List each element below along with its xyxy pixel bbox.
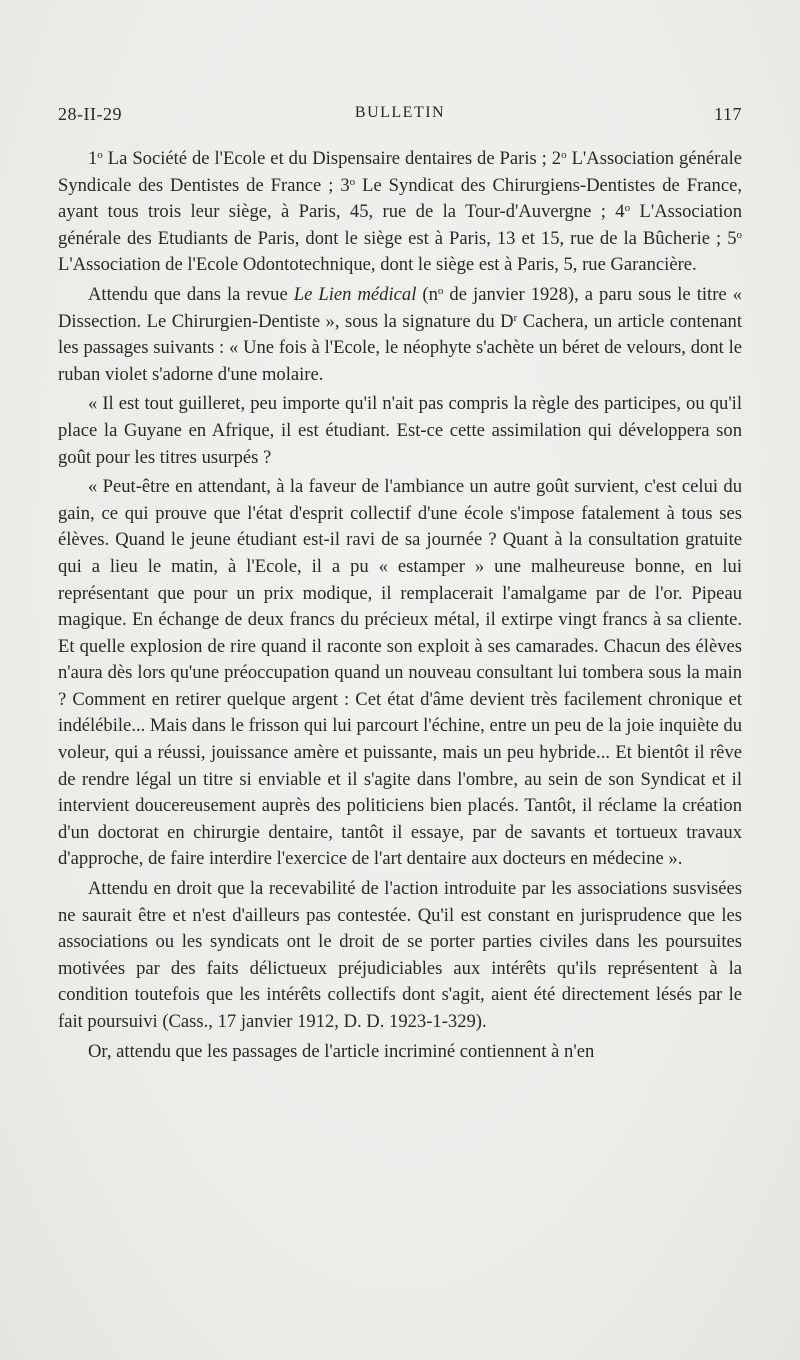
header-title: BULLETIN — [354, 104, 446, 121]
text-segment: 1 — [88, 148, 98, 169]
paragraph-attendu-revue — [58, 282, 742, 388]
text-segment: Cachera, un article contenant les passages suivants : « Une fois à l'Ecole, le néophyte s'achète un béret de velours, dont le ruban violet s'adorne d'une molaire. — [58, 310, 742, 385]
ordinal-superscript: o — [97, 149, 103, 161]
text-segment: « Il est tout guilleret, peu importe qu'il n'ait pas compris la règle des participes, ou qu'il place la Guyane en Afrique, il est étudiant. Est-ce cette assimilation qui développera son goût pour les titres usurpés ? — [58, 393, 742, 468]
text-segment: La Société de l'Ecole et du Dispensaire dentaires de Paris ; 2 — [102, 148, 562, 169]
running-header — [58, 104, 742, 130]
page-number: 117 — [714, 104, 742, 124]
ordinal-superscript: o — [624, 202, 631, 215]
text-segment: (n — [416, 283, 438, 305]
abbreviation-superscript: r — [513, 311, 518, 324]
journal-title: Le Lien médical — [293, 283, 417, 305]
ordinal-superscript: o — [736, 228, 742, 241]
body-text — [58, 146, 742, 1065]
ordinal-superscript: o — [437, 284, 444, 297]
text-segment: Attendu que dans la revue — [88, 283, 294, 305]
text-segment: Or, attendu que les passages de l'article incriminé contiennent à n'en — [88, 1040, 595, 1062]
header-date: 28-II-29 — [58, 104, 122, 124]
text-segment: Attendu en droit que la recevabilité de l'action introduite par les associations susvisées ne saurait être et n'est d'ailleurs pas contestée. Qu'il est constant en jurisprudence que les associations ou les syndicats ont le droit de se porter parties civiles dans les poursuites motivées par des faits délictueux préjudiciables aux intérêts qu'ils représentent à la condition toutefois que les intérêts collectifs dont s'agit, aient été directement lésés par le fait poursuivi (Cass., 17 janvier 1912, D. D. 1923-1-329). — [58, 878, 742, 1032]
paragraph-attendu-droit — [58, 876, 742, 1036]
ordinal-superscript: o — [349, 175, 356, 188]
text-segment: de janvier 1928), a paru sous le titre « Dissection. Le Chirurgien-Dentiste », sous la signature du D — [58, 283, 742, 332]
text-segment: « Peut-être en attendant, à la faveur de l'ambiance un autre goût survient, c'est celui du gain, ce qui prouve que l'état d'esprit collectif d'une école s'impose fatalement à tous ses élèves. Quand le jeune étudiant est-il ravi de sa journée ? Quant à la consultation gratuite qui a lieu le matin, à l'Ecole, il a pu « estamper » une malheureuse bonne, en lui représentant que pour un prix modique, il remplacerait l'amalgame par de l'or. Pipeau magique. En échange de deux francs du précieux métal, il extirpe vingt francs à sa cliente. Et quelle explosion de rire quand il raconte son exploit à ses camarades. Chacun des élèves n'aura dès lors qu'une préoccupation quand un nouveau consultant lui tombera sous la main ? Comment en retirer quelque argent : Cet état d'âme devient très facilement chronique et indélébile... Mais dans le frisson qui lui parcourt l'échine, entre un peu de la joie inquiète du voleur, qui a réussi, jouissance amère et puissante, mais un peu hybride... Et bientôt il rêve de rendre légal un titre si enviable et il s'agite dans l'ombre, au sein de son Syndicat et il intervient doucereusement auprès des politiciens bien placés. Tantôt, il réclame la création d'un doctorat en chirurgie dentaire, tantôt il essaye, par de savants et tortueux travaux d'approche, de faire interdire l'exercice de l'art dentaire aux docteurs en médecine ». — [58, 476, 742, 870]
text-segment: L'Association générale des Etudiants de Paris, dont le siège est à Paris, 13 et 15, rue de la Bûcherie ; 5 — [58, 201, 743, 249]
paragraph-or-attendu — [58, 1039, 742, 1066]
text-segment: L'Association générale Syndicale des Dentistes de France ; 3 — [58, 148, 742, 196]
paragraph-quote-guilleret — [58, 391, 742, 471]
paragraph-parties — [58, 146, 742, 279]
text-segment: Le Syndicat des Chirurgiens-Dentistes de France, ayant tous trois leur siège, à Paris, 45, rue de la Tour-d'Auvergne ; 4 — [58, 174, 742, 223]
ordinal-superscript: o — [561, 149, 567, 161]
paragraph-quote-gain — [58, 474, 742, 873]
text-segment: L'Association de l'Ecole Odontotechnique, dont le siège est à Paris, 5, rue Garancière. — [58, 254, 697, 276]
